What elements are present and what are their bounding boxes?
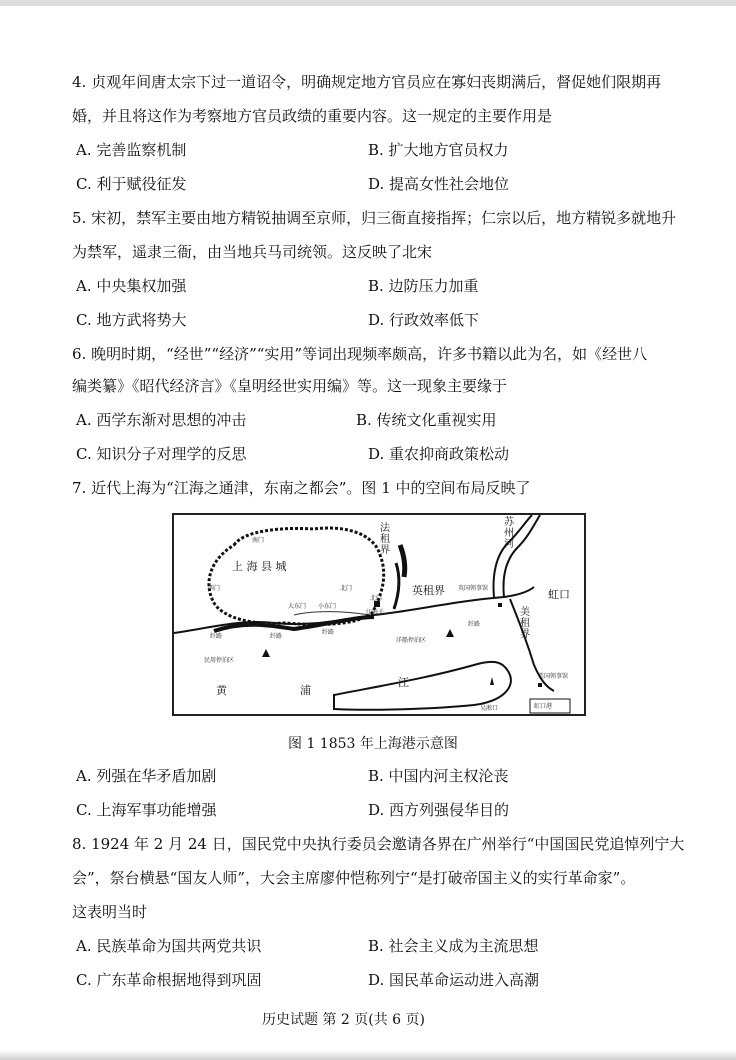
label-west-gate: 西门 (208, 585, 221, 592)
q6-option-b[interactable]: B. 传统文化重视实用 (356, 411, 497, 429)
q8-option-b[interactable]: B. 社会主义成为主流思想 (368, 937, 539, 955)
q8-line-1: 8. 1924 年 2 月 24 日，国民党中央执行委员会邀请各界在广州举行“中国国民党追悼列宁大 (72, 835, 685, 853)
label-qiaotou: 虹口港 (534, 703, 553, 710)
label-road-1: 纤路 (210, 633, 223, 640)
label-suzhou-creek: 苏州河 (504, 517, 514, 550)
label-road-2: 纤路 (322, 629, 335, 636)
label-huangpu-2: 浦 (300, 684, 311, 697)
label-road-4: 纤路 (270, 633, 283, 640)
label-british-concession: 英租界 (412, 584, 445, 597)
label-huangpu-3: 江 (398, 676, 409, 689)
figure-caption: 图 1 1853 年上海港示意图 (288, 736, 458, 752)
city-creek (294, 612, 370, 615)
scan-edge-top (0, 0, 736, 6)
q6-option-d[interactable]: D. 重农抑商政策松动 (368, 445, 510, 463)
label-huangpu-1: 黄 (216, 684, 227, 697)
label-east-gate: 大东门 (288, 603, 307, 610)
q8-option-c[interactable]: C. 广东革命根据地得到巩固 (76, 971, 262, 989)
label-north-gate: 北门 (370, 595, 383, 602)
british-consulate-mark (498, 603, 502, 607)
label-us-consulate: 美国领事馆 (538, 673, 569, 680)
shanghai-port-map (172, 513, 586, 716)
label-road-3: 纤路 (468, 621, 481, 628)
french-concession-strip (400, 545, 405, 577)
q4-option-b[interactable]: B. 扩大地方官员权力 (368, 141, 509, 159)
q4-option-a[interactable]: A. 完善监察机制 (76, 141, 187, 159)
q6-option-c[interactable]: C. 知识分子对理学的反思 (76, 445, 247, 463)
label-south-gate: 南门 (252, 537, 265, 544)
q5-line-1: 5. 宋初，禁军主要由地方精锐抽调至京师，归三衙直接指挥；仁宗以后，地方精锐多就地升 (72, 209, 677, 227)
q8-option-d[interactable]: D. 国民革命运动进入高潮 (368, 971, 540, 989)
q8-line-2: 会”，祭台横悬“国友人师”，大会主席廖仲恺称列宁“是打破帝国主义的实行革命家”。 (72, 869, 636, 887)
q5-line-2: 为禁军，遥隶三衙，由当地兵马司统领。这反映了北宋 (72, 243, 433, 261)
q8-line-3: 这表明当时 (72, 903, 148, 921)
label-american-concession: 美租界 (520, 607, 530, 640)
q7-line-1: 7. 近代上海为“江海之通津，东南之都会”。图 1 中的空间布局反映了 (72, 479, 531, 497)
label-small-east-gate: 小东门 (318, 603, 337, 610)
q6-line-2: 编类纂》《昭代经济言》《皇明经世实用编》等。这一现象主要缘于 (72, 377, 508, 395)
label-old-city: 上 海 县 城 (232, 560, 287, 573)
q5-option-d[interactable]: D. 行政效率低下 (368, 311, 480, 329)
scan-edge-bottom (0, 1050, 736, 1060)
q5-option-b[interactable]: B. 边防压力加重 (368, 277, 479, 295)
q6-line-1: 6. 晚明时期，“经世”“经济”“实用”等词出现频率颇高，许多书籍以此为名，如《经世八 (72, 345, 648, 363)
label-hongkou: 虹口 (548, 588, 570, 601)
q5-option-c[interactable]: C. 地方武将势大 (76, 311, 187, 329)
q7-option-a[interactable]: A. 列强在华矛盾加剧 (76, 767, 217, 785)
q5-option-a[interactable]: A. 中央集权加强 (76, 277, 187, 295)
q4-line-1: 4. 贞观年间唐太宗下过一道诏令，明确规定地方官员应在寡妇丧期满后，督促她们限期再 (72, 73, 662, 91)
label-customs: 江海关 (366, 609, 385, 616)
label-anchorage-foreign: 洋船停泊区 (396, 637, 427, 644)
q8-option-a[interactable]: A. 民族革命为国共两党共识 (76, 937, 262, 955)
q7-option-c[interactable]: C. 上海军事功能增强 (76, 801, 217, 819)
pudong-bank (334, 662, 511, 710)
ship-icon-1 (262, 649, 270, 657)
label-french-concession: 法租界 (380, 523, 390, 556)
q7-option-d[interactable]: D. 西方列强侵华目的 (368, 801, 510, 819)
label-wusong: 吴淞口 (480, 705, 499, 712)
ship-icon-2 (446, 629, 454, 637)
q6-option-a[interactable]: A. 西学东渐对思想的冲击 (76, 411, 247, 429)
label-small-north-gate: 北门 (340, 585, 353, 592)
us-consulate-mark (538, 683, 542, 687)
q4-option-c[interactable]: C. 利于赋役征发 (76, 175, 187, 193)
label-anchorage-civil: 民用停泊区 (204, 657, 235, 664)
q4-option-d[interactable]: D. 提高女性社会地位 (368, 175, 510, 193)
q4-line-2: 婚，并且将这作为考察地方官员政绩的重要内容。这一规定的主要作用是 (72, 107, 553, 125)
q7-option-b[interactable]: B. 中国内河主权沦丧 (368, 767, 509, 785)
page-footer: 历史试题 第 2 页(共 6 页) (262, 1012, 425, 1028)
yangjingbang (394, 563, 399, 609)
label-british-consulate: 英国领事馆 (458, 585, 489, 592)
